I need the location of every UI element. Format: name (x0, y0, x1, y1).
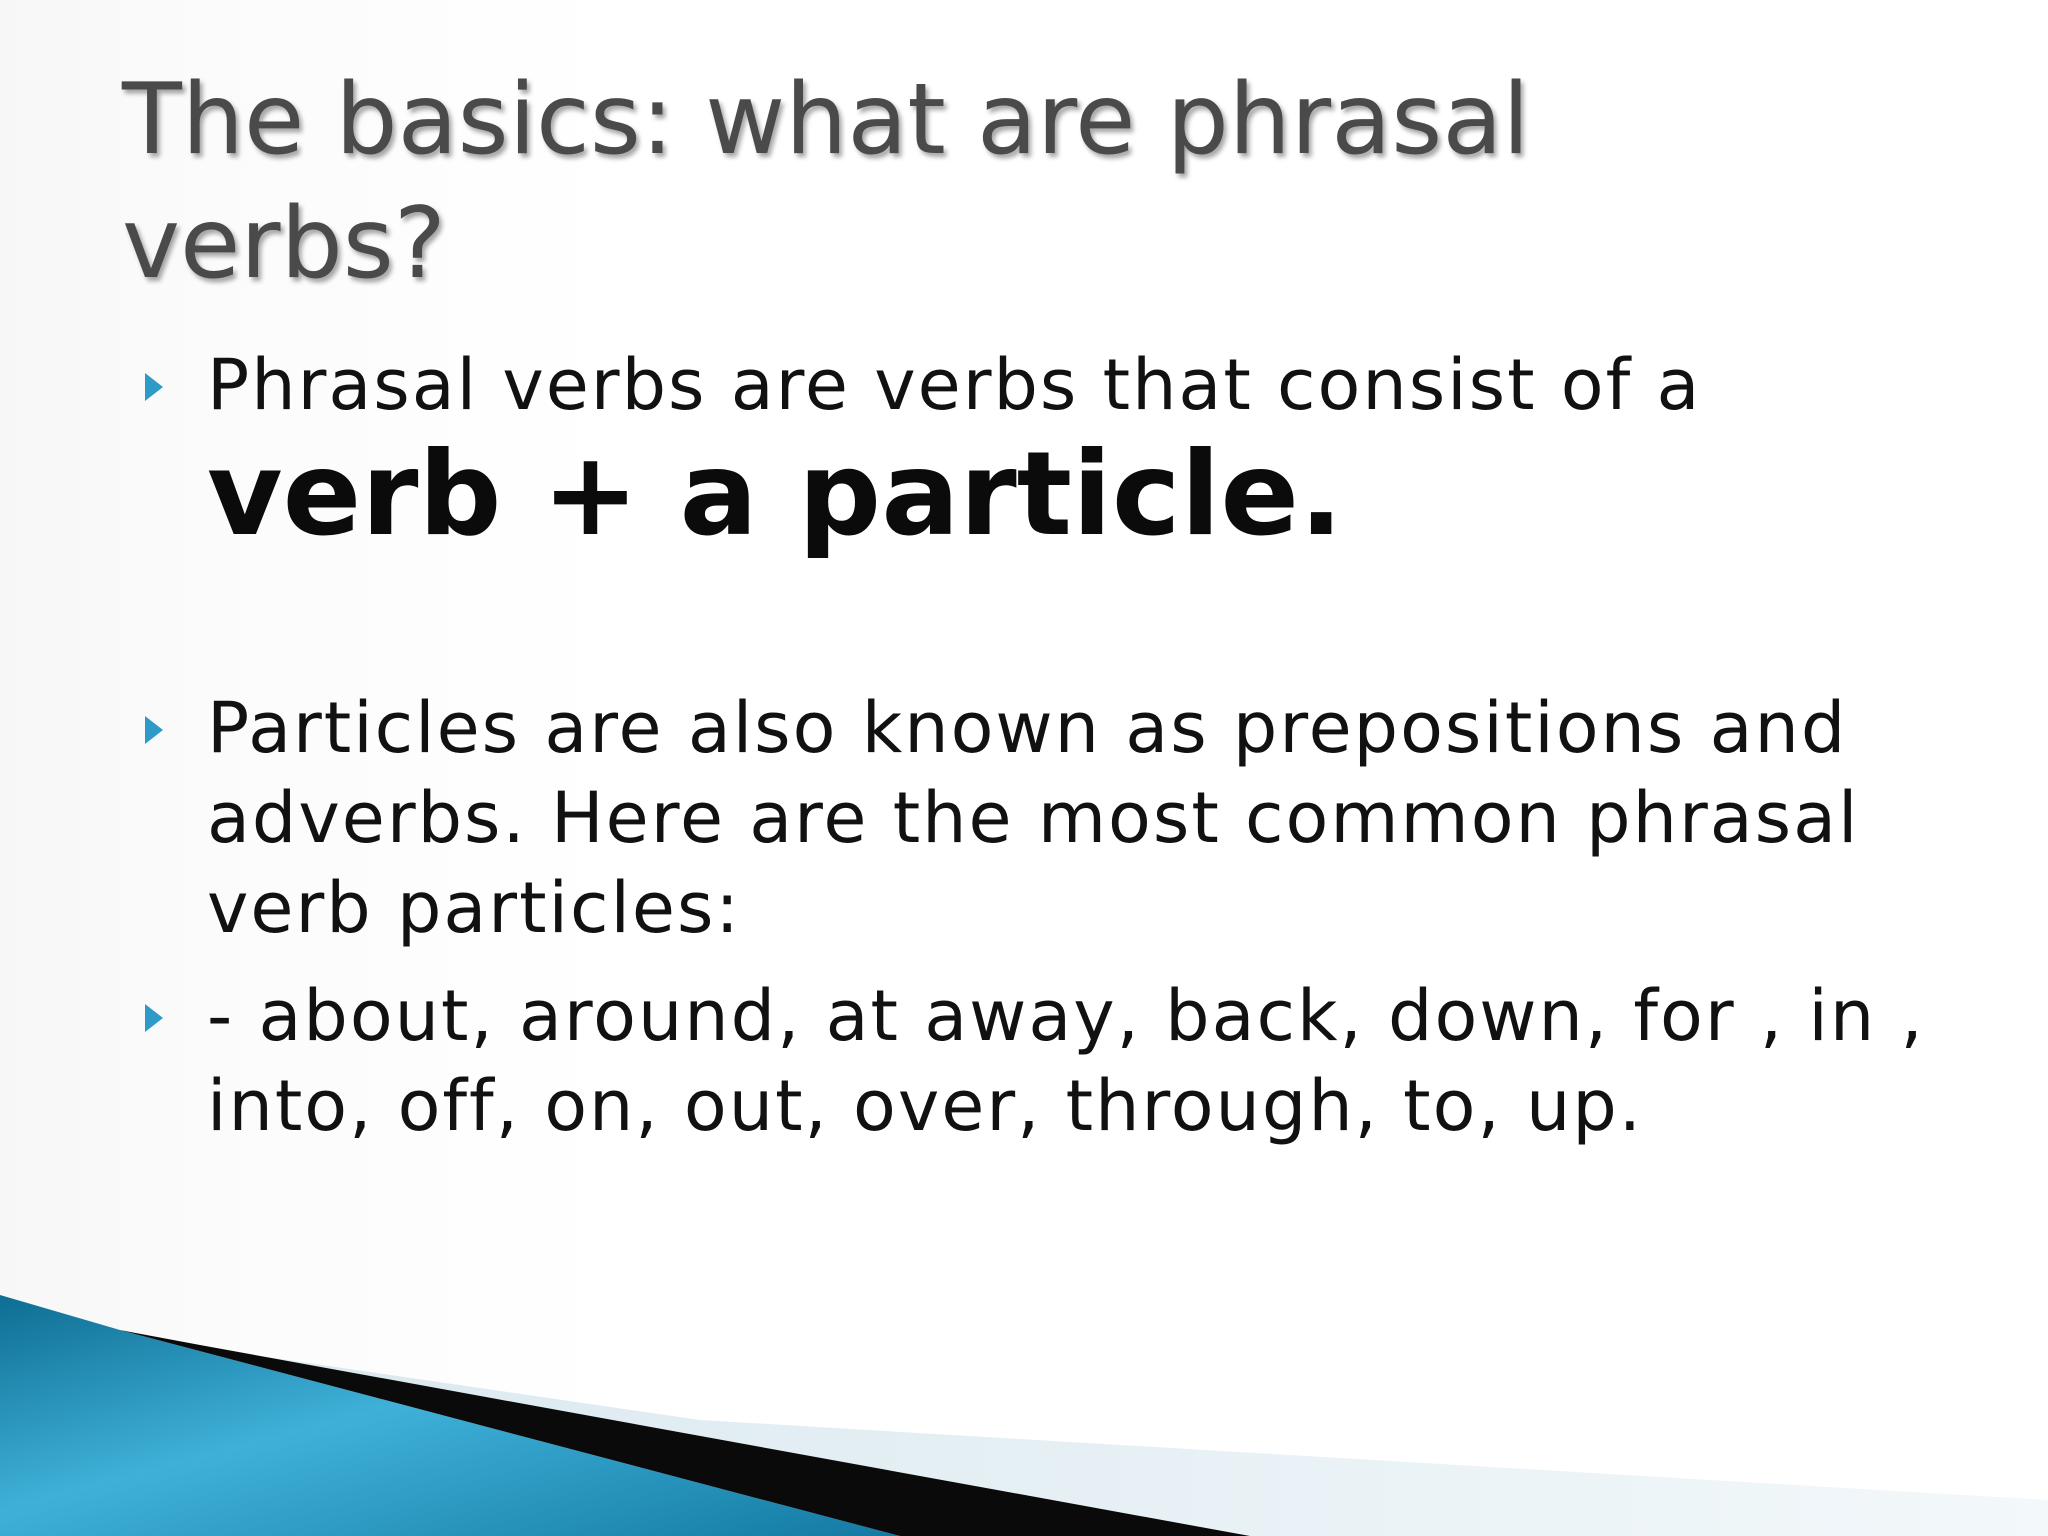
bullet-text: Particles are also known as prepositions and adverbs. Here are the most common phrasal verb particles: (207, 687, 1860, 949)
triangle-right-icon (145, 716, 163, 744)
slide-title: The basics: what are phrasal verbs? (122, 63, 1530, 301)
triangle-right-icon (145, 373, 163, 401)
bullet-text: - about, around, at away, back, down, for , in , into, off, on, out, over, through, to, up. (207, 975, 1925, 1147)
triangle-right-icon (145, 1004, 163, 1032)
bullet-text-main: Phrasal verbs are verbs that consist of a (207, 344, 1702, 426)
bullet-text-emphasis: verb + a particle. (207, 427, 1344, 562)
bullet-text (207, 340, 1967, 560)
